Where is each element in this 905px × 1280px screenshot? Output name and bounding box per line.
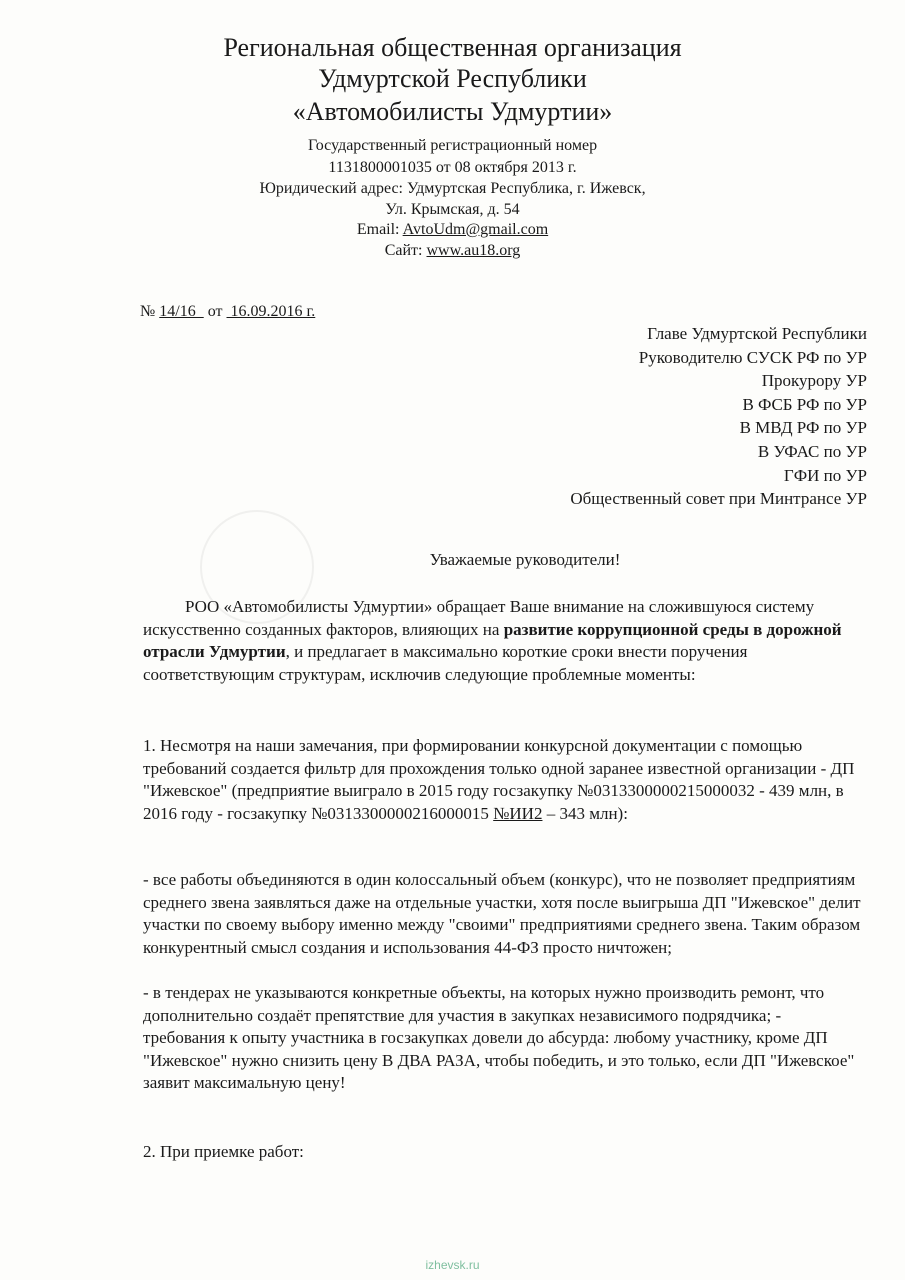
point-1-text: 1. Несмотря на наши замечания, при формировании конкурсной документации с помощью требований создается фильтр для прохождения только одной заранее известной организации - ДП "Ижевское" (предприятие выиграло в 2015 году госзакупку №0313300000215000032 - 439 млн, в 2016 году - госзакупку №0313300000216000015 xyxy=(143,736,855,823)
site-link[interactable]: www.au18.org xyxy=(426,242,521,259)
legal-address-line-1: Юридический адрес: Удмуртская Республика, г. Ижевск, xyxy=(259,180,646,197)
registration-label: Государственный регистрационный номер xyxy=(307,137,598,154)
addressee: ГФИ по УР xyxy=(783,465,867,485)
addressee-list xyxy=(570,322,867,511)
document-date: 16.09.2016 г. xyxy=(226,303,316,320)
addressee: В ФСБ РФ по УР xyxy=(742,394,867,414)
addressee: Руководителю СУСК РФ по УР xyxy=(638,347,867,367)
site-watermark: izhevsk.ru xyxy=(425,1258,480,1272)
bullet-paragraph-2: - в тендерах не указываются конкретные объекты, на которых нужно производить ремонт, что дополнительно создаёт препятствие для участия в закупках независимого подрядчика; - требования к опыту участника в госзакупках довели до абсурда: любому участнику, кроме ДП "Ижевское" нужно снизить цену В ДВА РАЗА, чтобы победить, и это только, если ДП "Ижевское" заявит максимальную цену! xyxy=(143,983,855,1092)
intro-text: РОО «Автомобилисты Удмуртии» обращает Ваше внимание на сложившуюся систему искусственно созданных факторов, влияющих на xyxy=(143,597,815,639)
site-line xyxy=(0,240,905,261)
intro-emphasis: развитие коррупционной среды в дорожной отрасли Удмуртии xyxy=(143,619,842,661)
document-number: 14/16 xyxy=(159,303,204,320)
registration-number: 1131800001035 от 08 октября 2013 г. xyxy=(328,159,577,176)
point-2-heading: 2. При приемке работ: xyxy=(143,1142,304,1161)
point-1-link[interactable]: №ИИ2 xyxy=(493,803,543,823)
email-link[interactable]: AvtoUdm@gmail.com xyxy=(402,221,549,238)
legal-address-line-2: Ул. Крымская, д. 54 xyxy=(385,201,520,218)
bullet-paragraph-1: - все работы объединяются в один колоссальный объем (конкурс), что не позволяет предприятиям среднего звена заявляться даже на отдельные участки, хотя после выигрыша ДП "Ижевское" делит участки по своему выбору именно между "своими" предприятиями среднего звена. Таким образом конкурентный смысл создания и использования 44-ФЗ просто ничтожен; xyxy=(143,870,861,957)
site-label: Сайт: xyxy=(384,242,427,259)
org-name-line-3: «Автомобилисты Удмуртии» xyxy=(292,97,613,126)
date-label: от xyxy=(203,303,227,320)
point-1-tail: – 343 млн): xyxy=(542,803,628,823)
addressee: Прокурору УР xyxy=(761,371,867,391)
email-label: Email: xyxy=(356,221,403,238)
org-name-line-2: Удмуртской Республики xyxy=(318,64,587,93)
org-name-line-1: Региональная общественная организация xyxy=(223,33,682,62)
document-reference xyxy=(140,303,315,321)
salutation: Уважаемые руководители! xyxy=(429,550,621,569)
intro-text-end: , и предлагает в максимально короткие сроки внести поручения соответствующим структурам, исключив следующие проблемные моменты: xyxy=(143,642,748,684)
email-line xyxy=(0,219,905,240)
addressee: В МВД РФ по УР xyxy=(739,418,867,438)
addressee: В УФАС по УР xyxy=(757,441,867,461)
addressee: Главе Удмуртской Республики xyxy=(647,324,867,343)
number-label: № xyxy=(140,303,160,320)
addressee: Общественный совет при Минтрансе УР xyxy=(570,489,867,509)
point-1-paragraph xyxy=(143,735,863,825)
intro-paragraph xyxy=(143,596,863,686)
